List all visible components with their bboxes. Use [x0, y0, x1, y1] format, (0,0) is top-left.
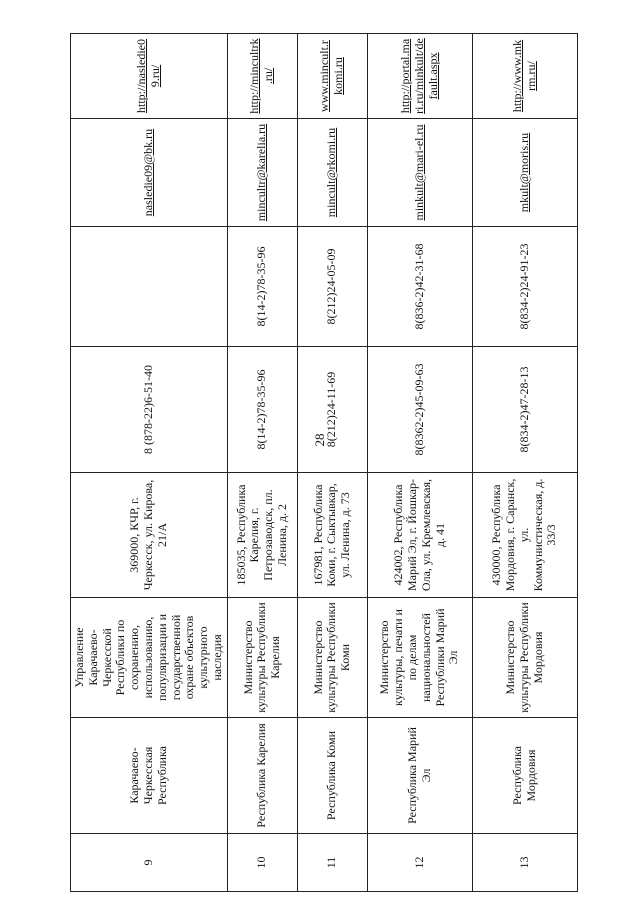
- email-cell: [367, 119, 472, 227]
- table-row: [71, 34, 228, 892]
- row-number: 10: [227, 834, 297, 892]
- row-number: 13: [472, 834, 577, 892]
- website-link[interactable]: http://nasledie09.ru/: [134, 39, 162, 113]
- website-link[interactable]: www.mincult.rkomi.ru: [317, 40, 346, 112]
- organization-cell: Министерство культуры Республики Мордовия: [472, 598, 577, 718]
- email-cell: [227, 119, 297, 227]
- row-number: 11: [297, 834, 367, 892]
- email-link[interactable]: mkult@moris.ru: [516, 132, 531, 213]
- website-cell: [297, 34, 367, 119]
- phone-cell: 8(212)24-11-69: [297, 347, 367, 473]
- phone-cell: 8(834-2)47-28-13: [472, 347, 577, 473]
- fax-cell: 8(836-2)42-31-68: [367, 227, 472, 347]
- email-cell: [297, 119, 367, 227]
- contacts-table: [70, 33, 578, 892]
- email-cell: [472, 119, 577, 227]
- region-cell: Республика Коми: [297, 718, 367, 834]
- region-cell: Карачаево-Черкесская Республика: [71, 718, 228, 834]
- fax-cell: [71, 227, 228, 347]
- row-number: 9: [71, 834, 228, 892]
- table-row: [297, 34, 367, 892]
- region-cell: Республика Мордовия: [472, 718, 577, 834]
- fax-cell: 8(14-2)78-35-96: [227, 227, 297, 347]
- email-link[interactable]: mincultr@karelia.ru: [254, 123, 269, 222]
- website-link[interactable]: http://www.mkrm.ru/: [509, 39, 538, 113]
- website-cell: [227, 34, 297, 119]
- website-link[interactable]: http://mincultrk.ru/: [247, 38, 276, 114]
- address-cell: 430000, Республика Мордовия, г. Саранск, ул. Коммунистическая, д. 33/3: [472, 473, 577, 598]
- address-cell: 167981, Республика Коми, г. Сыктывкар, ул. Ленина, д. 73: [297, 473, 367, 598]
- organization-cell: Министерство культуры Республики Коми: [297, 598, 367, 718]
- contacts-table-rotated: [70, 34, 570, 892]
- phone-cell: 8 (878-22)6-51-40: [71, 347, 228, 473]
- email-link[interactable]: nasledie09@bk.ru: [140, 128, 155, 217]
- organization-cell: Управление Карачаево-Черкесской Республики по сохранению, использованию, популяризации и государственной охране объектов культурного наследия: [71, 598, 228, 718]
- website-cell: [367, 34, 472, 119]
- website-cell: [472, 34, 577, 119]
- phone-cell: 8(14-2)78-35-96: [227, 347, 297, 473]
- website-cell: [71, 34, 228, 119]
- fax-cell: 8(212)24-05-09: [297, 227, 367, 347]
- table-row: [367, 34, 472, 892]
- phone-cell: 8(8362-2)45-09-63: [367, 347, 472, 473]
- table-row: [472, 34, 577, 892]
- email-link[interactable]: mincult@rkomi.ru: [324, 127, 339, 218]
- organization-cell: Министерство культуры Республики Карелия: [227, 598, 297, 718]
- email-link[interactable]: minkult@mari-el.ru: [411, 124, 426, 221]
- address-cell: 185035, Республика Карелия, г. Петрозаводск, пл. Ленина, д. 2: [227, 473, 297, 598]
- email-cell: [71, 119, 228, 227]
- page-number: 28: [312, 433, 327, 447]
- address-cell: 424002, Республика Марий Эл, г. Йошкар-Ола, ул. Кремлевская, д. 41: [367, 473, 472, 598]
- organization-cell: Министерство культуры, печати и по делам национальностей Республики Марий Эл: [367, 598, 472, 718]
- region-cell: Республика Карелия: [227, 718, 297, 834]
- region-cell: Республика Марий Эл: [367, 718, 472, 834]
- row-number: 12: [367, 834, 472, 892]
- website-link[interactable]: http://portal.mari.ru/minkult/default.aspx: [398, 38, 440, 114]
- table-row: [227, 34, 297, 892]
- fax-cell: 8(834-2)24-91-23: [472, 227, 577, 347]
- address-cell: 369000, КЧР, г. Черкесск, ул. Кирова, 21/А: [71, 473, 228, 598]
